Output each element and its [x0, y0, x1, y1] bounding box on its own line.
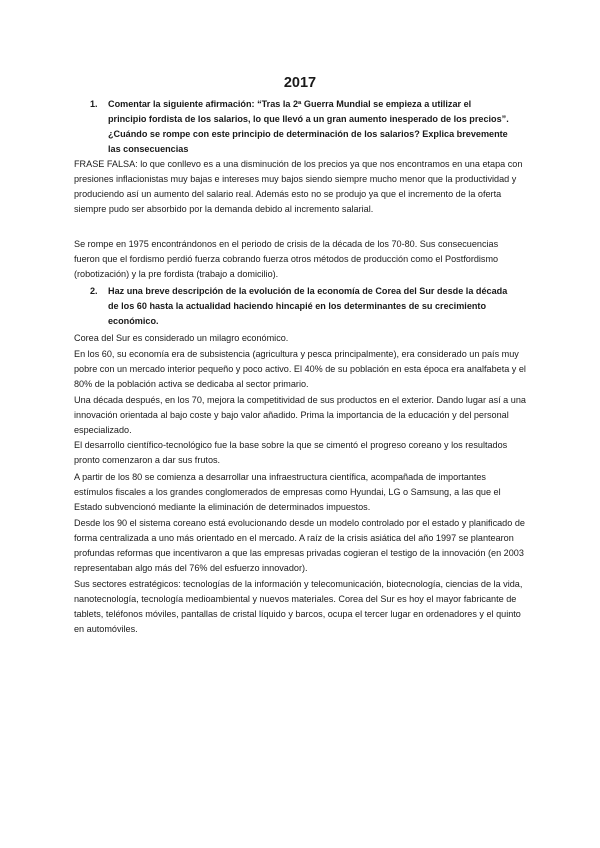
answer-2-paragraph: En los 60, su economía era de subsistencia (agricultura y pesca principalmente), era considerado un país muy pobre con un mercado interior pequeño y poco activo. El 40% de su población en esta época era analfabeta y el 80% de la población activa se dedicaba al sector primario.: [74, 349, 526, 389]
answer-2-paragraph: Corea del Sur es considerado un milagro económico.: [74, 333, 289, 343]
answer-2-paragraph: Desde los 90 el sistema coreano está evolucionando desde un modelo controlado por el estado y planificado de forma centralizada a uno más orientado en el mercado. A raíz de la crisis asiática del año 1997 se plantearon profundas reformas que incentivaron a que las empresas privadas cogieran el testigo de la innovación (en 2003 representaban algo más del 76% del esfuerzo innovador).: [74, 518, 525, 573]
question-1-number: 1.: [90, 99, 98, 109]
question-2-number: 2.: [90, 286, 98, 296]
page-title: 2017: [283, 75, 317, 91]
answer-2-paragraph: Una década después, en los 70, mejora la competitividad de sus productos en el exterior. Dando lugar así a una innovación orientada al bajo coste y bajo valor añadido. Prima la importancia de la educación y del personal especializado.: [74, 395, 526, 435]
answer-1-paragraph: FRASE FALSA: lo que conllevo es a una disminución de los precios ya que nos encontramos en una etapa con presiones inflacionistas muy bajas e intereses muy bajos siendo siempre mucho menor que la productividad y produciendo así un aumento del salario real. Además esto no se produjo ya que el incremento de la oferta siempre pudo ser absorbido por la demanda debido al incremento salarial.: [74, 159, 523, 214]
question-2: [92, 284, 512, 329]
answer-2-paragraph: El desarrollo científico-tecnológico fue la base sobre la que se cimentó el progreso coreano y los resultados pronto comenzaron a dar sus frutos.: [74, 440, 508, 465]
question-1-text: Comentar la siguiente afirmación: “Tras la 2ª Guerra Mundial se empieza a utilizar el principio fordista de los salarios, lo que llevó a un gran aumento inesperado de los precios”. ¿Cuándo se rompe con este principio de determinación de los salarios? Explica brevemente las consecuencias: [108, 99, 509, 154]
answer-2-paragraph: Sus sectores estratégicos: tecnologías de la información y telecomunicación, biotecnología, ciencias de la vida, nanotecnología, tecnología medioambiental y nuevos materiales. Corea del Sur es hoy el mayor fabricante de tablets, teléfonos móviles, pantallas de cristal líquido y barcos, ocupa el tercer lugar en ordenadores y el quinto en automóviles.: [74, 579, 523, 634]
question-1: [92, 97, 512, 157]
question-2-text: Haz una breve descripción de la evolución de la economía de Corea del Sur desde la década de los 60 hasta la actualidad haciendo hincapié en los determinantes de su crecimiento económico.: [108, 286, 508, 326]
answer-1-paragraph: Se rompe en 1975 encontrándonos en el periodo de crisis de la década de los 70-80. Sus consecuencias fueron que el fordismo perdió fuerza cobrando fuerza otros métodos de producción como el Postfordismo (robotización) y la pre fordista (trabajo a domicilio).: [74, 239, 499, 279]
answer-2-paragraph: A partir de los 80 se comienza a desarrollar una infraestructura científica, acompañada de importantes estímulos fiscales a los grandes conglomerados de empresas como Hyundai, LG o Samsung, a las que el Estado subvencionó mediante la eliminación de determinados impuestos.: [74, 472, 501, 512]
